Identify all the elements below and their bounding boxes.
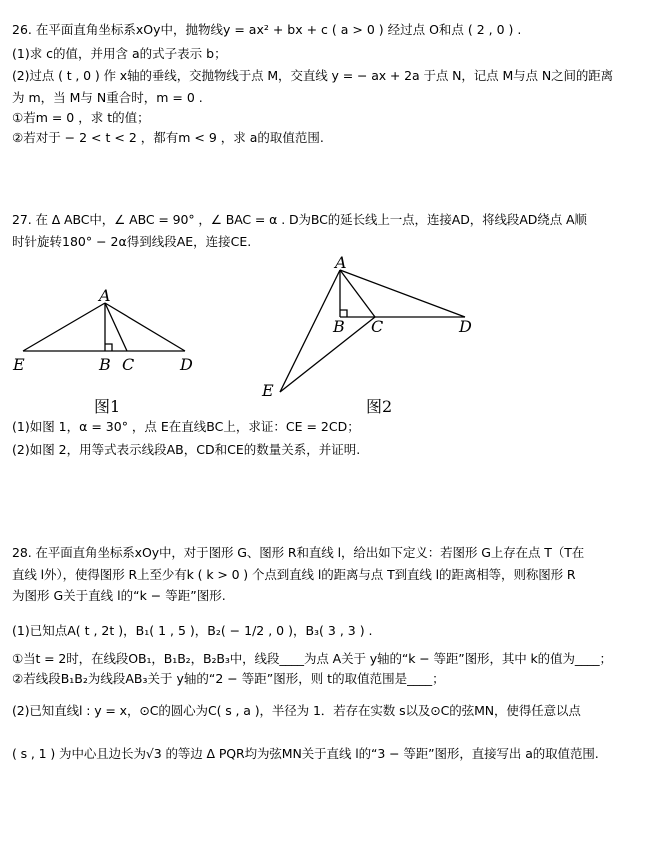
fig2-segment-AD xyxy=(340,270,465,317)
fig2-segment-CE xyxy=(280,317,375,392)
fig2-label-B: B xyxy=(333,317,345,336)
fig1-label-D: D xyxy=(180,355,193,374)
fig1-right-angle-mark xyxy=(105,344,112,351)
q28-line-6: ②若线段B₁B₂为线段AB₃关于 y轴的“2 − 等距”图形，则 t的取值范围是____； xyxy=(12,671,445,686)
q26-line-5: ①若m = 0 ，求 t的值； xyxy=(12,110,150,125)
fig1-segment-AE xyxy=(23,303,105,351)
q28-line-8: ( s , 1 ) 为中心且边长为√3 的等边 Δ PQR均为弦MN关于直线 l的“3 − 等距”图形，直接写出 a的取值范围. xyxy=(12,746,599,761)
q28-line-1: 28. 在平面直角坐标系xOy中，对于图形 G、图形 R和直线 l，给出如下定义：若图形 G上存在点 T（T在 xyxy=(12,545,585,560)
fig1-label-A: A xyxy=(99,286,111,305)
fig2-caption: 图2 xyxy=(366,397,393,416)
fig1-segment-AD xyxy=(105,303,185,351)
fig1-caption: 图1 xyxy=(94,397,121,416)
q27-line-1: 27. 在 Δ ABC中，∠ ABC = 90° ，∠ BAC = α . D为BC的延长线上一点，连接AD，将线段AD绕点 A顺 xyxy=(12,212,587,227)
q28-line-3: 为图形 G关于直线 l的“k − 等距”图形. xyxy=(12,588,226,603)
q28-line-4: (1)已知点A( t , 2t )，B₁( 1 , 5 )，B₂( − 1/2 , 0 )，B₃( 3 , 3 ) . xyxy=(12,623,373,638)
q27-part-1: (1)如图 1，α = 30° ，点 E在直线BC上，求证：CE = 2CD； xyxy=(12,419,360,434)
fig1-label-C: C xyxy=(122,355,135,374)
q26-line-1: 26. 在平面直角坐标系xOy中，抛物线y = ax² + bx + c ( a > 0 ) 经过点 O和点 ( 2 , 0 ) . xyxy=(12,22,522,37)
q27-line-2: 时针旋转180° − 2α得到线段AE，连接CE. xyxy=(12,234,252,249)
q26-line-3: (2)过点 ( t , 0 ) 作 x轴的垂线，交抛物线于点 M，交直线 y = − ax + 2a 于点 N，记点 M与点 N之间的距离 xyxy=(12,68,614,83)
q28-line-5: ①当t = 2时，在线段OB₁，B₁B₂，B₂B₃中，线段____为点 A关于 y轴的“k − 等距”图形，其中 k的值为____； xyxy=(12,651,612,666)
fig1-label-B: B xyxy=(99,355,111,374)
figure-2-diagram xyxy=(250,252,490,422)
fig1-label-E: E xyxy=(13,355,25,374)
q26-line-6: ②若对于 − 2 < t < 2 ，都有m < 9 ，求 a的取值范围. xyxy=(12,130,324,145)
fig2-label-C: C xyxy=(371,317,384,336)
fig2-label-A: A xyxy=(335,253,347,272)
q27-part-2: (2)如图 2，用等式表示线段AB，CD和CE的数量关系，并证明. xyxy=(12,442,361,457)
fig2-segment-AE xyxy=(280,270,340,392)
figure-1-diagram xyxy=(8,282,208,418)
q28-line-2: 直线 l外），使得图形 R上至少有k ( k > 0 ) 个点到直线 l的距离与点 T到直线 l的距离相等，则称图形 R xyxy=(12,567,576,582)
q26-line-2: (1)求 c的值，并用含 a的式子表示 b； xyxy=(12,46,227,61)
fig2-label-E: E xyxy=(262,381,274,400)
fig2-label-D: D xyxy=(459,317,472,336)
q28-line-7: (2)已知直线l : y = x，⊙C的圆心为C( s , a )，半径为 1．若存在实数 s以及⊙C的弦MN，使得任意以点 xyxy=(12,703,581,718)
fig2-right-angle-mark xyxy=(340,310,347,317)
q26-line-4: 为 m，当 M与 N重合时，m = 0 . xyxy=(12,90,203,105)
